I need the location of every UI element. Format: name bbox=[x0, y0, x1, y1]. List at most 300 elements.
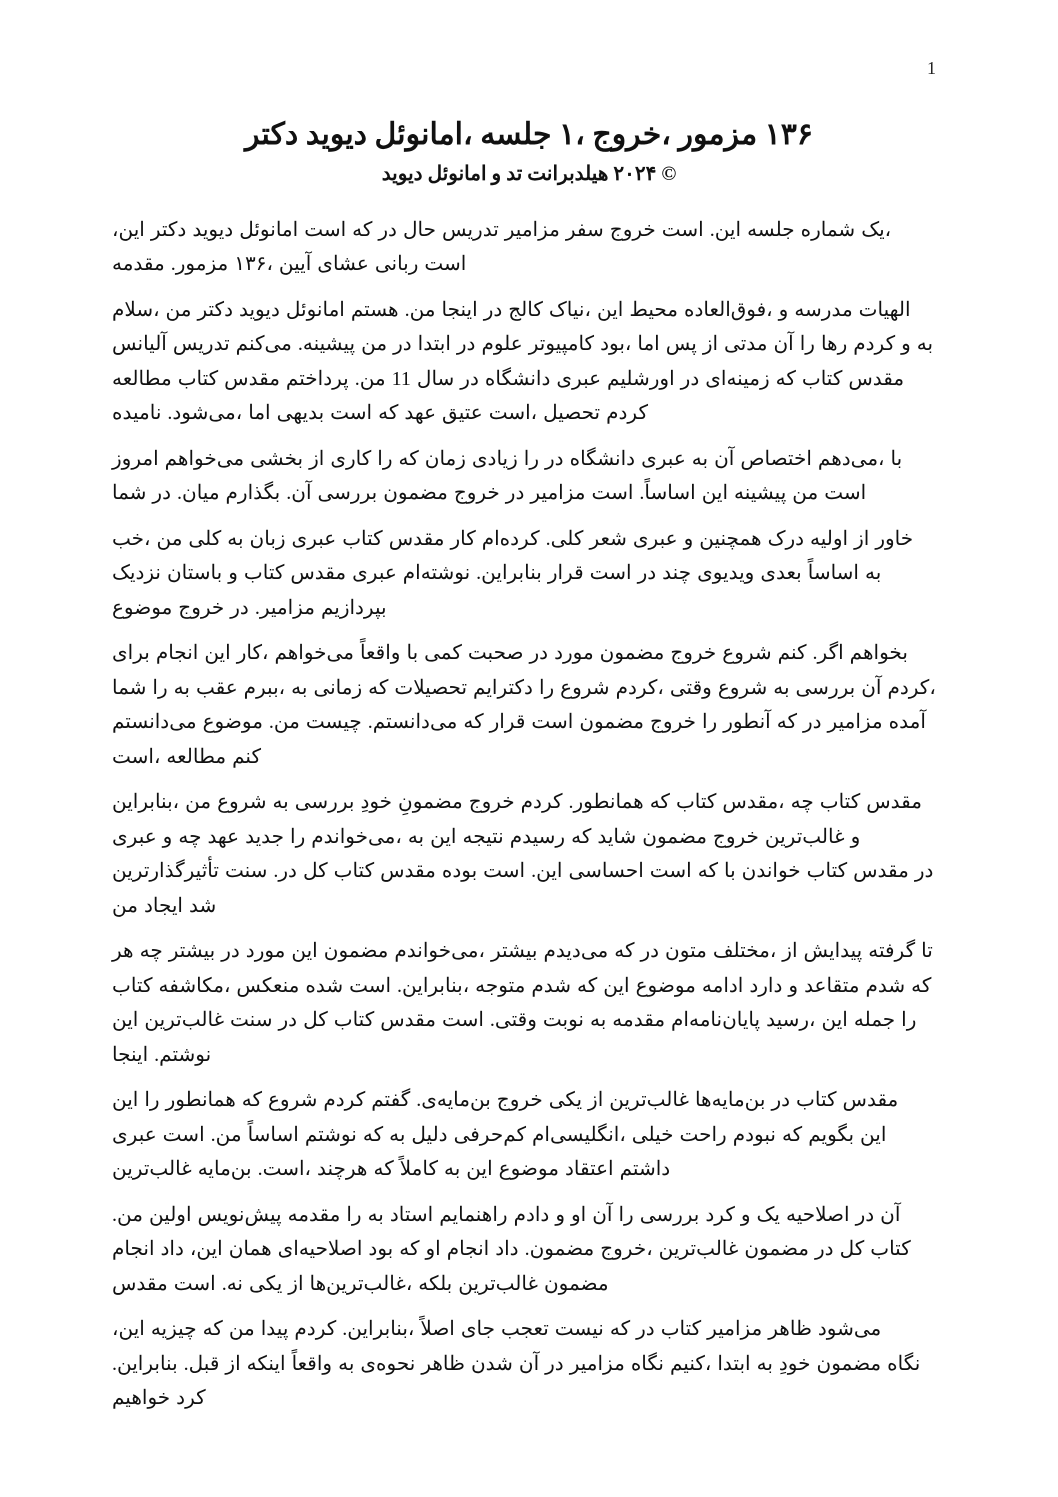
word: است bbox=[349, 974, 392, 997]
word: تد bbox=[506, 162, 523, 185]
word: موضوع bbox=[498, 1158, 559, 1180]
word: .پیشینه bbox=[297, 333, 356, 355]
word: اما bbox=[248, 402, 271, 424]
paragraph bbox=[112, 785, 942, 923]
word: که bbox=[398, 447, 419, 470]
word: .اساساً bbox=[639, 482, 696, 504]
word: من bbox=[228, 1318, 255, 1340]
word: بلکه bbox=[418, 1272, 453, 1295]
word: را bbox=[144, 1089, 160, 1111]
word: آنطور bbox=[723, 711, 771, 733]
word: بوده bbox=[441, 860, 478, 882]
word: کنم bbox=[777, 642, 807, 664]
word: امانوئل bbox=[285, 298, 345, 321]
word: این bbox=[596, 298, 624, 321]
word: شاید bbox=[597, 825, 637, 848]
word: باستان bbox=[166, 562, 223, 584]
word: خروج، bbox=[600, 1238, 653, 1260]
word: انجام bbox=[446, 1238, 490, 1260]
word: گفتم bbox=[371, 1089, 411, 1111]
word: خب، bbox=[112, 527, 151, 550]
word: را bbox=[523, 447, 540, 470]
word: می‌خواندم، bbox=[311, 825, 402, 848]
word: خروج bbox=[712, 825, 759, 848]
word: مقدس bbox=[224, 367, 280, 390]
word: وقتی bbox=[669, 676, 712, 699]
word: خروج، bbox=[592, 118, 671, 151]
word: را bbox=[377, 447, 393, 470]
word: در bbox=[378, 218, 397, 241]
word: شما bbox=[112, 482, 147, 504]
word: عبری bbox=[632, 527, 678, 550]
word: بررسی bbox=[317, 482, 378, 504]
word: است، bbox=[488, 402, 538, 424]
word: در bbox=[914, 860, 934, 882]
word: دیوید bbox=[305, 118, 368, 151]
word: .در bbox=[273, 860, 297, 882]
word: .نه bbox=[221, 1272, 243, 1295]
word: در bbox=[221, 940, 240, 962]
word: کالج bbox=[508, 298, 543, 321]
word: خودِ bbox=[778, 1352, 811, 1375]
paragraph bbox=[112, 934, 942, 1072]
word: مزامیر bbox=[569, 1352, 625, 1375]
word: کتاب bbox=[675, 791, 717, 813]
word: که bbox=[609, 1318, 631, 1340]
word: همچنین bbox=[699, 527, 762, 550]
word: که bbox=[571, 825, 592, 848]
word: مقدس bbox=[853, 860, 909, 882]
word: می‌شود bbox=[817, 1318, 882, 1340]
word: تدریس bbox=[172, 333, 230, 355]
word: عبری bbox=[291, 527, 337, 550]
word: که bbox=[202, 1318, 223, 1340]
word: انجام bbox=[112, 1238, 155, 1260]
word: .کلی bbox=[545, 527, 584, 550]
word: قرار bbox=[489, 711, 526, 733]
word: .بن‌مایه‌ی bbox=[416, 1089, 491, 1111]
word: که bbox=[775, 367, 796, 390]
word: کاری bbox=[330, 447, 372, 470]
paragraph bbox=[112, 1198, 942, 1302]
word: به bbox=[173, 676, 190, 699]
word: و bbox=[491, 162, 502, 185]
word: در bbox=[771, 1089, 791, 1111]
word: .من bbox=[210, 1123, 242, 1146]
word: به bbox=[291, 676, 308, 699]
word: بگذارم bbox=[225, 482, 281, 504]
word: دیوید bbox=[381, 162, 423, 185]
word: کتاب bbox=[819, 791, 861, 813]
word: مضمون bbox=[543, 1272, 609, 1295]
word: ادامه bbox=[701, 974, 744, 997]
word: مضمون bbox=[642, 825, 707, 848]
word: خیلی bbox=[631, 1123, 674, 1146]
word: موضوع bbox=[202, 711, 263, 733]
word: با bbox=[723, 860, 736, 882]
word: و bbox=[901, 333, 911, 355]
word: است bbox=[824, 482, 867, 504]
word: از bbox=[588, 1089, 604, 1111]
word: می‌دیدم bbox=[543, 940, 609, 962]
word: شده bbox=[305, 974, 344, 997]
word: به bbox=[272, 791, 289, 813]
paragraph bbox=[112, 636, 942, 774]
word: در bbox=[393, 333, 412, 355]
word: سنت bbox=[224, 860, 268, 882]
word: آن bbox=[773, 333, 794, 355]
word: اولین bbox=[148, 1203, 192, 1226]
word: هستم bbox=[350, 298, 399, 321]
word: رسیدم bbox=[509, 825, 566, 848]
word: مقدمه bbox=[287, 1203, 341, 1226]
word: این bbox=[860, 1123, 887, 1146]
word: .بنابراین، bbox=[397, 974, 470, 997]
word: ابتدا bbox=[417, 333, 451, 355]
word: پیشینه bbox=[734, 482, 787, 504]
word: در bbox=[680, 367, 700, 390]
word: دانشگاه bbox=[569, 447, 636, 470]
word: در bbox=[230, 596, 249, 619]
word: عبری bbox=[556, 367, 602, 390]
word: پایان‌نامه‌ام bbox=[671, 1009, 761, 1031]
word: راهنمایم bbox=[439, 1203, 508, 1226]
word: بدیهی bbox=[276, 402, 325, 424]
word: بیشتر bbox=[168, 940, 216, 962]
word: در bbox=[456, 333, 476, 355]
word: من bbox=[792, 482, 819, 504]
word: به bbox=[691, 447, 709, 470]
word: بن‌مایه‌ها bbox=[694, 1089, 766, 1111]
word: خروج bbox=[453, 482, 500, 504]
word: از bbox=[702, 333, 719, 355]
word: مدتی bbox=[724, 333, 768, 355]
word: ،این bbox=[112, 1318, 145, 1340]
word: داشتم bbox=[619, 1158, 671, 1180]
word: و bbox=[788, 974, 799, 997]
word: خروج bbox=[178, 596, 225, 619]
paragraph bbox=[112, 522, 942, 626]
word: و bbox=[228, 562, 238, 584]
word: اصلاحیه‌ای bbox=[277, 1238, 363, 1260]
word: کتاب bbox=[796, 1089, 837, 1111]
word: این bbox=[821, 1009, 848, 1031]
word: زبان bbox=[249, 527, 286, 550]
word: آن bbox=[861, 676, 882, 699]
word: .من bbox=[268, 711, 300, 733]
word: می‌دانستم bbox=[112, 711, 197, 733]
word: کتاب bbox=[177, 367, 219, 390]
word: عشای bbox=[317, 253, 369, 275]
word: که bbox=[399, 1238, 420, 1260]
word: .مزمور bbox=[170, 253, 229, 275]
word: رسید، bbox=[766, 1009, 816, 1031]
word: .من bbox=[112, 1203, 143, 1226]
word: خواهیم bbox=[112, 1387, 171, 1409]
word: با bbox=[890, 447, 903, 470]
word: کنم bbox=[232, 745, 261, 768]
word: مقدس bbox=[112, 1272, 168, 1295]
word: در bbox=[278, 1009, 298, 1031]
word: .اگر bbox=[812, 642, 844, 664]
word: بگویم bbox=[808, 1123, 855, 1146]
word: در bbox=[460, 367, 479, 390]
word: همان bbox=[228, 1238, 272, 1260]
document-body bbox=[112, 213, 942, 1416]
word: نبودم bbox=[732, 1123, 776, 1146]
word: می‌خواهم bbox=[274, 642, 354, 664]
word: در bbox=[545, 447, 564, 470]
word: این bbox=[112, 1089, 139, 1111]
word: مکاشفه، bbox=[158, 974, 231, 997]
word: دکتر bbox=[197, 298, 233, 321]
word: کلی bbox=[188, 527, 222, 550]
word: عهد bbox=[207, 825, 240, 848]
word: اختصاص bbox=[740, 447, 812, 470]
word: از bbox=[782, 940, 798, 962]
word: اصلاً bbox=[420, 1318, 455, 1340]
word: در bbox=[545, 1352, 564, 1375]
word: بن‌مایه bbox=[197, 1158, 252, 1180]
word: .بنابراین bbox=[476, 562, 542, 584]
word: را bbox=[152, 676, 168, 699]
word: است bbox=[531, 711, 574, 733]
word: غالب‌ترین bbox=[112, 1158, 192, 1180]
word: کتاب bbox=[243, 562, 285, 584]
word: کرد bbox=[705, 1203, 735, 1226]
word: کتاب bbox=[112, 974, 153, 997]
word: سال bbox=[416, 367, 455, 390]
word: که bbox=[373, 1158, 394, 1180]
word: دکتر bbox=[150, 218, 187, 241]
word: .این bbox=[531, 860, 563, 882]
document-title bbox=[0, 116, 1058, 154]
word: در bbox=[505, 482, 525, 504]
word: کتاب bbox=[801, 367, 843, 390]
word: کل bbox=[303, 1009, 328, 1031]
word: .بنابراین bbox=[112, 1352, 178, 1375]
word: .قبل bbox=[183, 1352, 220, 1375]
word: شروع bbox=[217, 791, 267, 813]
word: سفر bbox=[565, 218, 604, 241]
word: همانطور bbox=[165, 1089, 236, 1111]
word: می‌دهم، bbox=[817, 447, 885, 470]
word: دیوید bbox=[192, 218, 234, 241]
word: تدریس bbox=[441, 218, 499, 241]
word: .می‌شود، bbox=[167, 402, 243, 424]
word: و bbox=[778, 298, 789, 321]
word: در bbox=[802, 711, 822, 733]
word: که bbox=[241, 1089, 262, 1111]
word: چه bbox=[178, 825, 202, 848]
word: کتاب bbox=[333, 860, 375, 882]
word: متقاعد bbox=[804, 974, 860, 997]
word: است، bbox=[112, 745, 161, 768]
document-header bbox=[0, 0, 1058, 186]
word: کمی bbox=[424, 642, 462, 664]
word: کردم bbox=[294, 1318, 337, 1340]
word: این bbox=[701, 482, 729, 504]
word: من bbox=[156, 527, 183, 550]
word: این bbox=[430, 825, 457, 848]
word: که bbox=[352, 218, 373, 241]
word: داد bbox=[160, 1238, 184, 1260]
word: مزامیر bbox=[530, 482, 586, 504]
word: تعجب bbox=[501, 1318, 549, 1340]
word: را bbox=[701, 711, 718, 733]
word: هر bbox=[112, 940, 134, 962]
word: کل bbox=[302, 860, 328, 882]
word: ویدیوی bbox=[697, 562, 755, 584]
word: کتاب bbox=[333, 1009, 375, 1031]
word: اما bbox=[637, 333, 660, 355]
word: مضمون bbox=[816, 1352, 882, 1375]
word: قرار bbox=[547, 562, 584, 584]
word: مورد bbox=[245, 940, 286, 962]
word: خواندن bbox=[741, 860, 801, 882]
word: از bbox=[854, 527, 870, 550]
word: جلسه bbox=[480, 118, 552, 151]
word: مقدس bbox=[388, 527, 445, 550]
paragraph bbox=[112, 213, 942, 282]
word: پیدایش bbox=[803, 940, 863, 962]
word: است bbox=[661, 218, 704, 241]
word: را bbox=[290, 825, 306, 848]
word: بخشی bbox=[250, 447, 304, 470]
word: اینجا bbox=[112, 1043, 149, 1066]
word: به bbox=[773, 676, 790, 699]
word: نگاه bbox=[630, 1352, 664, 1375]
word: او bbox=[571, 1203, 587, 1226]
word: که bbox=[776, 711, 797, 733]
word: آن bbox=[518, 1352, 540, 1375]
word: یکی bbox=[249, 1272, 283, 1295]
word: .می‌دانستم bbox=[367, 711, 458, 733]
word: نوشته‌ام bbox=[402, 562, 471, 584]
word: در bbox=[637, 562, 657, 584]
word: بپردازیم bbox=[320, 596, 387, 619]
word: علوم bbox=[481, 333, 523, 355]
word: که bbox=[781, 1123, 803, 1146]
word: به bbox=[338, 1352, 355, 1375]
word: غالب‌ترین bbox=[144, 1009, 225, 1031]
paragraph bbox=[112, 1083, 942, 1187]
word: چیزیه bbox=[150, 1318, 197, 1340]
word: تحصیل bbox=[543, 402, 601, 424]
word: کامپیوتر bbox=[528, 333, 595, 355]
word: اساساً bbox=[247, 1123, 299, 1146]
word: دکتر bbox=[244, 118, 299, 151]
word: مزامیر bbox=[827, 711, 883, 733]
word: ،این bbox=[189, 1238, 223, 1260]
word: کرده‌ام bbox=[481, 527, 540, 550]
page-number: 1 bbox=[927, 58, 936, 78]
word: من bbox=[361, 333, 388, 355]
word: مضمون bbox=[383, 482, 448, 504]
word: رها bbox=[820, 333, 848, 355]
word: را bbox=[618, 1203, 634, 1226]
word: را bbox=[346, 1203, 362, 1226]
word: عبری bbox=[112, 825, 157, 848]
word: بعدی bbox=[760, 562, 802, 584]
word: شروع bbox=[560, 676, 610, 699]
word: شدم bbox=[531, 974, 571, 997]
word: می‌کنم bbox=[235, 333, 292, 355]
word: بیشتر bbox=[490, 940, 538, 962]
word: بود bbox=[368, 1238, 394, 1260]
word: شروع bbox=[717, 676, 768, 699]
word: آن bbox=[592, 1203, 613, 1226]
word: دادم bbox=[513, 1203, 550, 1226]
word: این bbox=[291, 940, 318, 962]
word: نیست bbox=[554, 1318, 604, 1340]
word: ظاهر bbox=[421, 1352, 465, 1375]
word: این bbox=[603, 974, 630, 997]
word: نگاه bbox=[887, 1352, 921, 1375]
word: کتاب bbox=[342, 527, 383, 550]
document-subtitle-copyright bbox=[0, 161, 1058, 186]
word: کتاب bbox=[806, 860, 848, 882]
word: اساساً bbox=[807, 562, 859, 584]
word: تا bbox=[921, 940, 933, 962]
word: که bbox=[697, 860, 718, 882]
word: صحبت bbox=[467, 642, 524, 664]
word: است bbox=[162, 1123, 205, 1146]
word: .نوشتم bbox=[154, 1043, 212, 1066]
word: به bbox=[589, 1009, 607, 1031]
word: یکی bbox=[548, 1089, 583, 1111]
word: است bbox=[173, 1272, 216, 1295]
word: خروج bbox=[496, 1089, 543, 1111]
word: من bbox=[165, 298, 192, 321]
word: به bbox=[227, 527, 244, 550]
word: بخواهم bbox=[849, 642, 908, 664]
word: منعکس bbox=[236, 974, 300, 997]
word: در bbox=[855, 1203, 875, 1226]
word: می‌خواندم، bbox=[394, 940, 485, 962]
word: کار bbox=[450, 527, 476, 550]
paragraph bbox=[112, 1312, 942, 1416]
word: عبری bbox=[352, 562, 397, 584]
word: مقدس bbox=[866, 791, 922, 813]
word: که bbox=[576, 974, 598, 997]
word: پس bbox=[665, 333, 697, 355]
word: در bbox=[640, 940, 660, 962]
word: کار، bbox=[236, 642, 269, 664]
word: مورد bbox=[554, 642, 594, 664]
word: عقب bbox=[195, 676, 238, 699]
word: برای bbox=[112, 642, 150, 664]
word: خودِ bbox=[360, 791, 393, 813]
word: غالب‌ترین bbox=[658, 1238, 739, 1260]
word: غالب‌ترین‌ها، bbox=[309, 1272, 413, 1295]
word: است bbox=[330, 402, 373, 424]
word: ایجاد bbox=[143, 894, 183, 917]
word: امانوئل bbox=[427, 162, 487, 185]
word: بود، bbox=[600, 333, 632, 355]
word: مضمون bbox=[323, 940, 389, 962]
word: .میان bbox=[177, 482, 220, 504]
word: آلیانس bbox=[112, 333, 167, 355]
word: جدید bbox=[245, 825, 285, 848]
word: و bbox=[555, 1203, 565, 1226]
word: که bbox=[463, 711, 484, 733]
word: ،این bbox=[112, 218, 145, 241]
word: پرداختم bbox=[285, 367, 349, 390]
word: مزمور bbox=[678, 118, 758, 151]
word: دیوید bbox=[238, 298, 280, 321]
word: هرچند bbox=[317, 1158, 368, 1180]
